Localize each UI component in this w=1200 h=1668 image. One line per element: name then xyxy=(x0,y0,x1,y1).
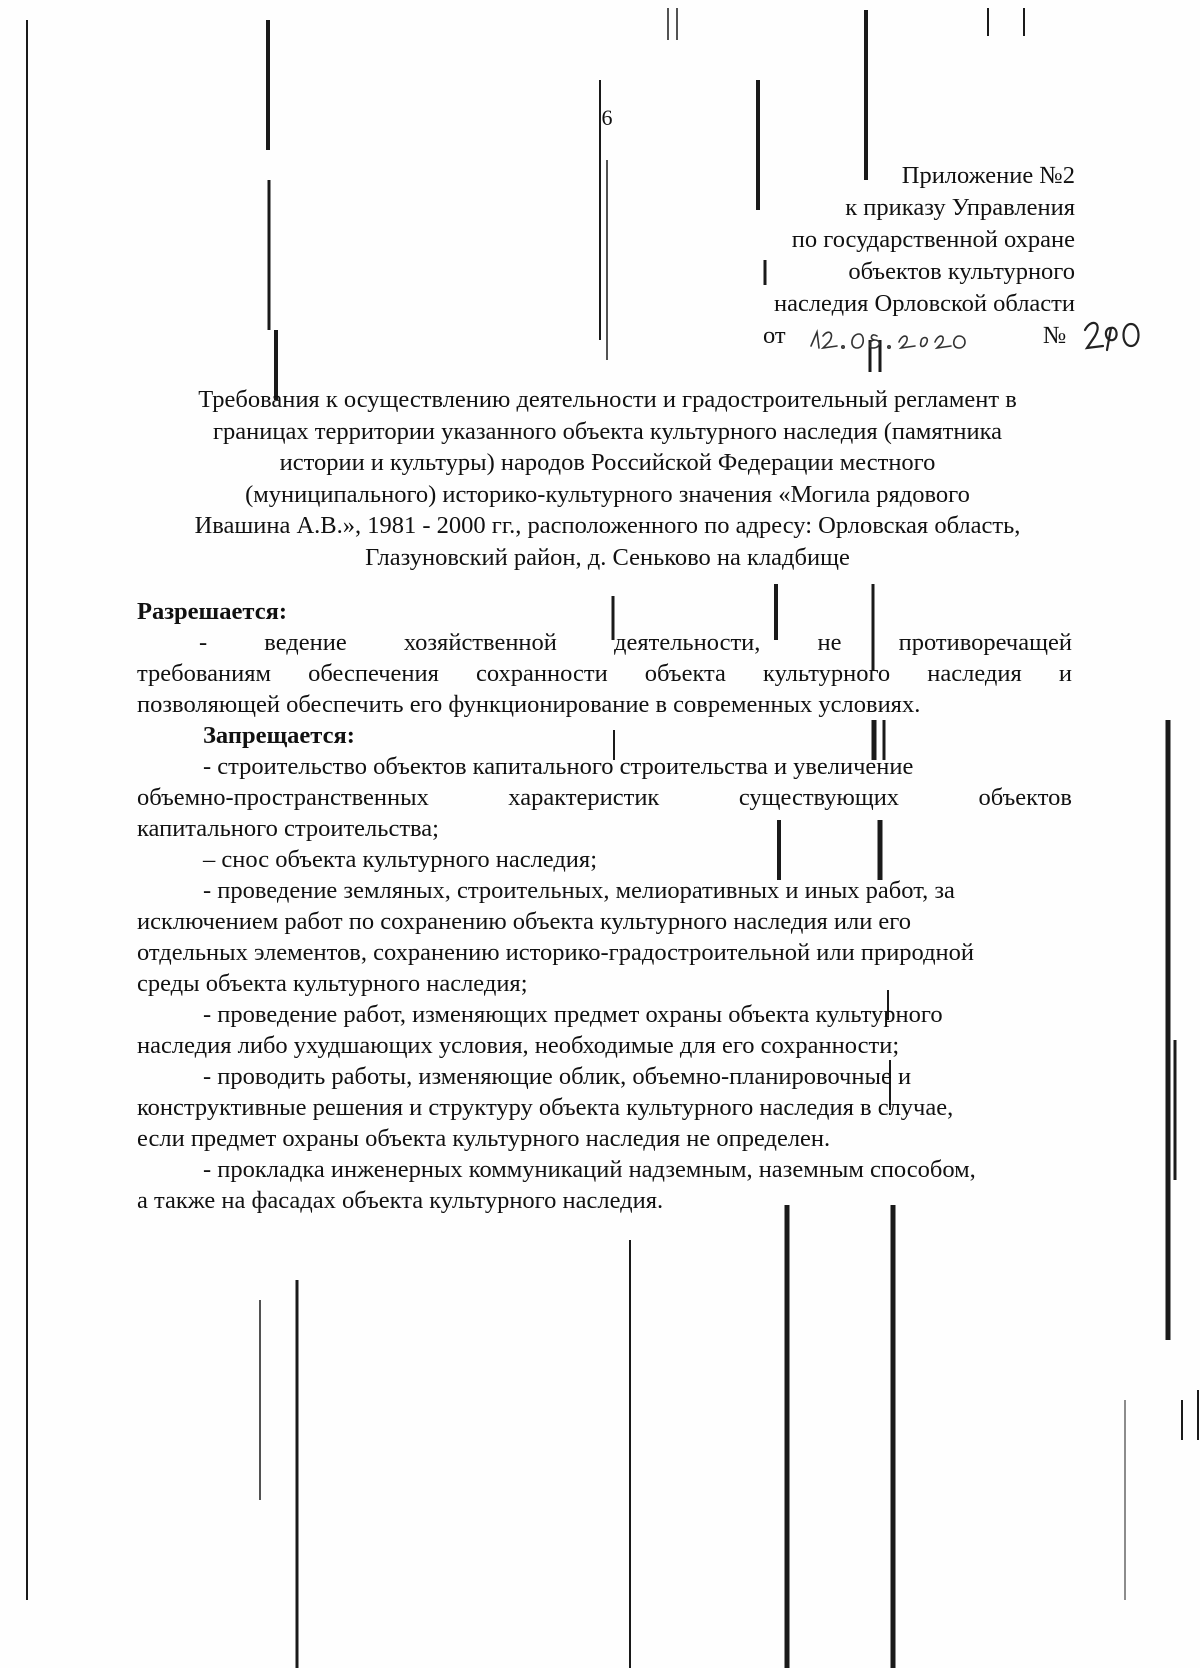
date-prefix: от xyxy=(763,322,786,349)
number-prefix: № xyxy=(1043,322,1067,349)
forbidden-item-3-line-1: - проведение земляных, строительных, мелиоративных и иных работ, за xyxy=(203,877,955,904)
word: объемно-пространственных xyxy=(137,784,429,811)
word: обеспечения xyxy=(308,660,439,687)
appendix-line: объектов культурного xyxy=(848,258,1075,285)
forbidden-item-2: – снос объекта культурного наследия; xyxy=(203,846,597,873)
document-title xyxy=(130,384,1085,573)
forbidden-item-1-line-1: - строительство объектов капитального строительства и увеличение xyxy=(203,753,914,780)
word: объекта xyxy=(644,660,726,687)
allowed-line-3: позволяющей обеспечить его функционирование в современных условиях. xyxy=(137,691,921,718)
appendix-line: к приказу Управления xyxy=(845,194,1075,221)
word: требованиям xyxy=(137,660,271,687)
forbidden-item-5-line-3: если предмет охраны объекта культурного наследия не определен. xyxy=(137,1125,831,1152)
title-line: Глазуновский район, д. Сеньково на кладбище xyxy=(365,543,850,571)
word: ведение xyxy=(264,629,347,656)
title-line: Требования к осуществлению деятельности и градостроительный регламент в xyxy=(198,386,1017,413)
word: сохранности xyxy=(476,660,608,687)
allowed-line-1 xyxy=(137,627,1072,658)
handwritten-date xyxy=(807,326,997,354)
word: культурного xyxy=(763,660,891,687)
forbidden-item-6-line-1: - прокладка инженерных коммуникаций надземным, наземным способом, xyxy=(203,1156,976,1183)
appendix-line: наследия Орловской области xyxy=(773,290,1075,317)
word: хозяйственной xyxy=(403,629,557,656)
title-line: границах территории указанного объекта культурного наследия (памятника xyxy=(212,417,1003,445)
forbidden-item-3-line-3: отдельных элементов, сохранению историко-градостроительной или природной xyxy=(137,939,975,966)
handwritten-number xyxy=(1081,316,1149,354)
allowed-heading: Разрешается: xyxy=(137,598,287,625)
document-body xyxy=(137,596,1072,1216)
forbidden-item-4-line-2: наследия либо ухудшающих условия, необходимые для его сохранности; xyxy=(137,1032,900,1059)
forbidden-item-4-line-1: - проведение работ, изменяющих предмет охраны объекта культурного xyxy=(203,1001,943,1028)
title-line: Ивашина А.В.», 1981 - 2000 гг., расположенного по адресу: Орловская область, xyxy=(194,512,1021,539)
forbidden-item-6-line-2: а также на фасадах объекта культурного наследия. xyxy=(137,1187,664,1214)
word: и xyxy=(1058,660,1072,687)
word: характеристик xyxy=(508,784,660,811)
forbidden-item-5-line-2: конструктивные решения и структуру объекта культурного наследия в случае, xyxy=(137,1094,954,1121)
word: - xyxy=(199,629,208,656)
title-line: (муниципального) историко-культурного значения «Могила рядового xyxy=(245,480,970,508)
page-number: 6 xyxy=(601,105,613,130)
title-line: истории и культуры) народов Российской Федерации местного xyxy=(279,449,936,476)
appendix-line: Приложение №2 xyxy=(901,162,1075,189)
forbidden-item-1-line-2 xyxy=(137,782,1072,813)
order-date-number xyxy=(763,318,1143,358)
word: наследия xyxy=(927,660,1022,687)
forbidden-item-3-line-4: среды объекта культурного наследия; xyxy=(137,970,528,997)
appendix-line: по государственной охране xyxy=(791,226,1075,253)
forbidden-heading: Запрещается: xyxy=(203,722,355,749)
forbidden-item-3-line-2: исключением работ по сохранению объекта культурного наследия или его xyxy=(137,908,911,935)
forbidden-item-1-line-3: капитального строительства; xyxy=(137,815,439,842)
word: существующих xyxy=(738,784,900,811)
word: противоречащей xyxy=(898,629,1072,656)
forbidden-item-5-line-1: - проводить работы, изменяющие облик, объемно-планировочные и xyxy=(203,1063,912,1090)
appendix-header xyxy=(635,160,1075,320)
word: объектов xyxy=(978,784,1072,811)
allowed-line-2 xyxy=(137,658,1072,689)
word: деятельности, xyxy=(614,629,761,656)
word: не xyxy=(817,629,842,656)
